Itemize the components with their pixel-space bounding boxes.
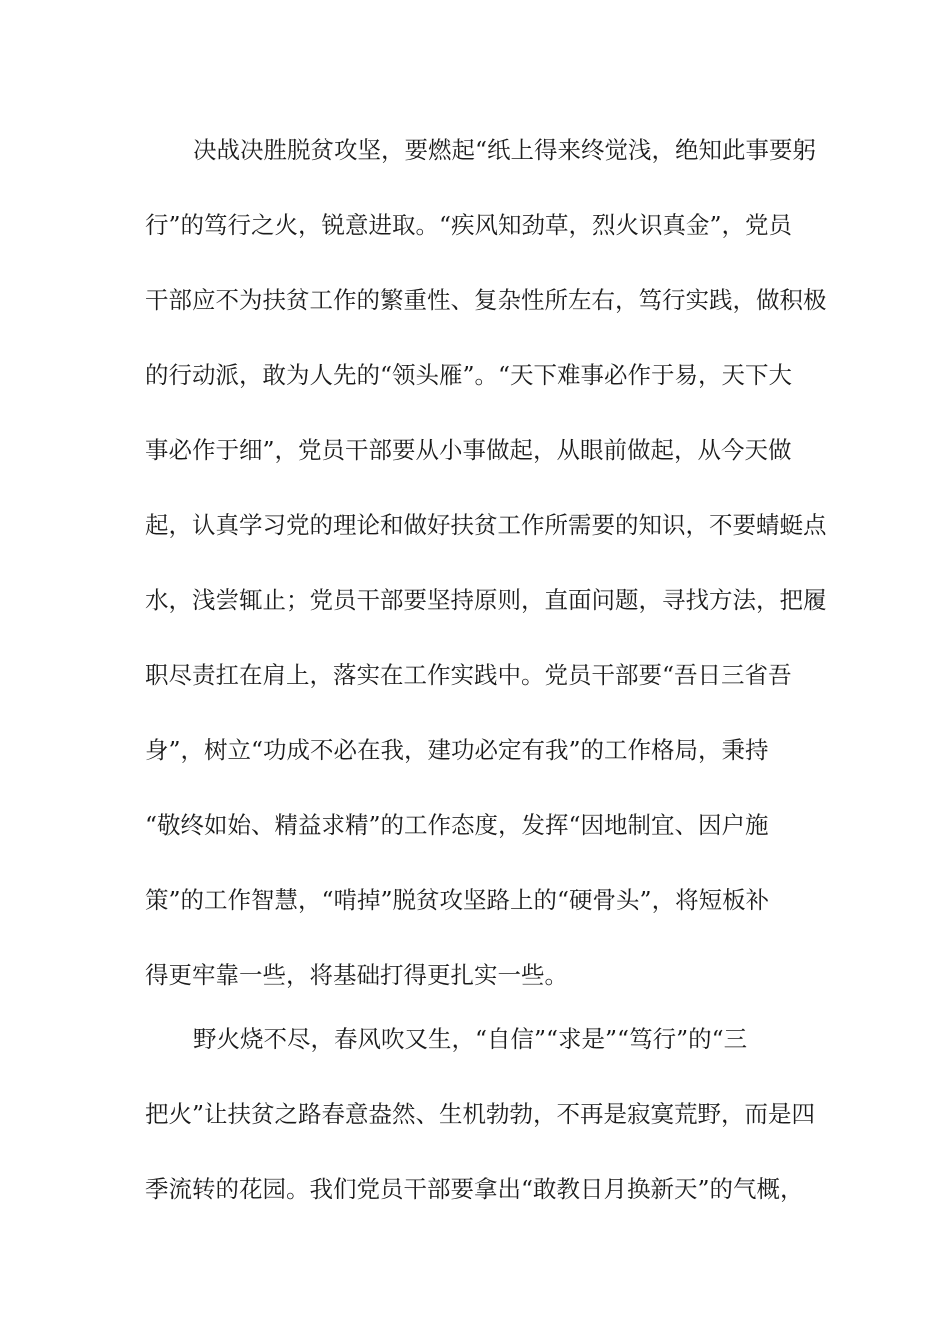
paragraph-1-line-6: 起，认真学习党的理论和做好扶贫工作所需要的知识，不要蜻蜓点	[145, 511, 827, 539]
paragraph-1-line-10: “敬终如始、精益求精”的工作态度，发挥“因地制宜、因户施	[145, 811, 769, 839]
paragraph-1-line-2: 行”的笃行之火，锐意进取。“疾风知劲草，烈火识真金”，党员	[145, 211, 793, 239]
paragraph-1-line-9: 身”，树立“功成不必在我，建功必定有我”的工作格局，秉持	[145, 736, 769, 764]
paragraph-1-line-7: 水，浅尝辄止；党员干部要坚持原则，直面问题，寻找方法，把履	[145, 586, 827, 614]
paragraph-1-line-5: 事必作于细”，党员干部要从小事做起，从眼前做起，从今天做	[145, 436, 792, 464]
paragraph-1-line-11: 策”的工作智慧，“啃掉”脱贫攻坚路上的“硬骨头”，将短板补	[145, 886, 770, 914]
paragraph-1-line-3: 干部应不为扶贫工作的繁重性、复杂性所左右，笃行实践，做积极	[145, 286, 827, 314]
paragraph-2-line-3: 季流转的花园。我们党员干部要拿出“敢教日月换新天”的气概，	[145, 1175, 804, 1203]
paragraph-2-line-2: 把火”让扶贫之路春意盎然、生机勃勃，不再是寂寞荒野，而是四	[145, 1100, 816, 1128]
paragraph-2-line-1: 野火烧不尽，春风吹又生，“自信”“求是”“笃行”的“三	[193, 1025, 748, 1053]
paragraph-1-line-1: 决战决胜脱贫攻坚，要燃起“纸上得来终觉浅，绝知此事要躬	[193, 136, 817, 164]
paragraph-1-line-4: 的行动派，敢为人先的“领头雁”。“天下难事必作于易，天下大	[145, 361, 793, 389]
paragraph-1-line-8: 职尽责扛在肩上，落实在工作实践中。党员干部要“吾日三省吾	[145, 661, 792, 689]
paragraph-1-line-12: 得更牢靠一些，将基础打得更扎实一些。	[145, 961, 568, 989]
